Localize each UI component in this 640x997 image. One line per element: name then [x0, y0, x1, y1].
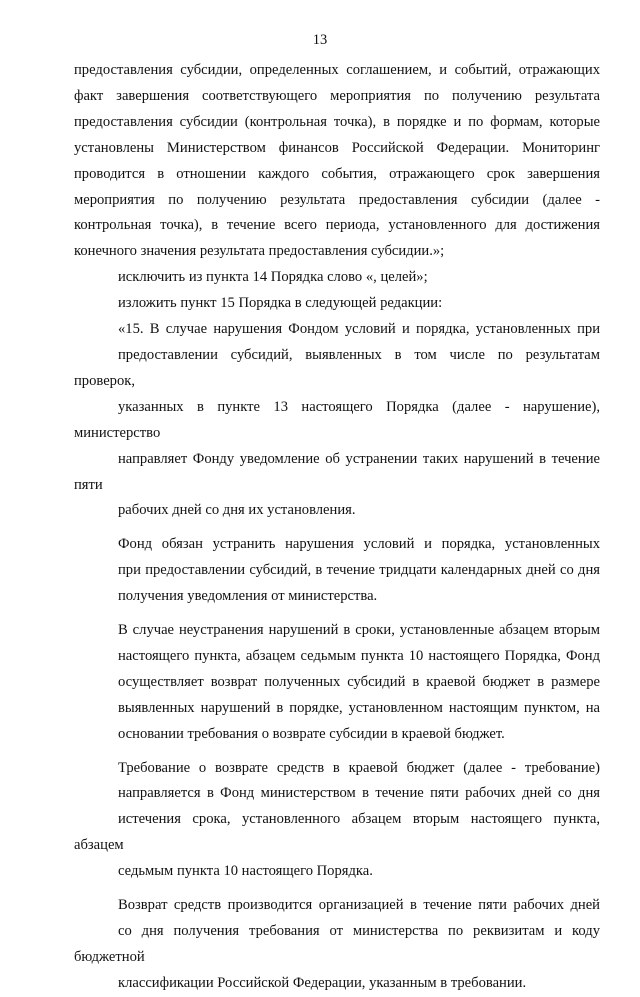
text-line: проводится в отношении каждого события, отражающего срок завершения: [74, 165, 600, 182]
text-line: получения уведомления от министерства.: [118, 588, 378, 605]
text-line: установлены Министерством финансов Российской Федерации. Мониторинг: [74, 139, 600, 156]
text-line: В случае неустранения нарушений в сроки, установленные абзацем вторым: [118, 622, 600, 639]
text-line: Фонд обязан устранить нарушения условий и порядка, установленных: [118, 536, 600, 553]
text-line: предоставления субсидии, определенных соглашением, и событий, отражающих: [74, 62, 600, 78]
paragraph-monitoring: [74, 58, 600, 265]
text-line: Требование о возврате средств в краевой бюджет (далее - требование): [118, 759, 600, 776]
text-line: указанных в пункте 13 настоящего Порядка (далее - нарушение), министерство: [74, 398, 600, 441]
text-line: Возврат средств производится организацией в течение пяти рабочих дней: [118, 897, 600, 914]
paragraph-refund-demand: [74, 756, 600, 886]
text-line: предоставления субсидии (контрольная точка), в порядке и по формам, которые: [74, 113, 600, 130]
paragraph-item-15: [74, 317, 600, 524]
paragraph-non-elimination: [74, 618, 600, 748]
paragraph-refund-procedure: [74, 893, 600, 997]
text-line: со дня получения требования от министерства по реквизитам и коду бюджетной: [74, 923, 600, 965]
document-body: [74, 58, 600, 997]
text-line: изложить пункт 15 Порядка в следующей редакции:: [118, 295, 443, 312]
text-line: исключить из пункта 14 Порядка слово «, целей»;: [118, 269, 428, 286]
paragraph-exclude-word: [74, 265, 600, 291]
text-line: седьмым пункта 10 настоящего Порядка.: [118, 863, 373, 880]
text-line: основании требования о возврате субсидии в краевой бюджет.: [118, 725, 505, 742]
text-line: классификации Российской Федерации, указанным в требовании.: [118, 974, 527, 991]
text-line: истечения срока, установленного абзацем вторым настоящего пункта, абзацем: [74, 811, 600, 854]
text-line: мероприятия по получению результата предоставления субсидии (далее -: [74, 191, 600, 208]
text-line: при предоставлении субсидий, в течение тридцати календарных дней со дня: [118, 562, 600, 579]
page-number: 13: [312, 32, 328, 48]
paragraph-fund-obligation: [74, 532, 600, 610]
text-line: направляется в Фонд министерством в течение пяти рабочих дней со дня: [118, 785, 600, 802]
text-line: «15. В случае нарушения Фондом условий и порядка, установленных при: [118, 321, 600, 338]
text-line: факт завершения соответствующего мероприятия по получению результата: [74, 87, 600, 104]
text-line: направляет Фонду уведомление об устранении таких нарушений в течение пяти: [74, 450, 600, 493]
text-line: настоящего пункта, абзацем седьмым пункта 10 настоящего Порядка, Фонд: [118, 647, 600, 664]
text-line: предоставлении субсидий, выявленных в том числе по результатам проверок,: [74, 346, 600, 389]
text-line: осуществляет возврат полученных субсидий в краевой бюджет в размере: [118, 673, 600, 690]
paragraph-restate-item-15: [74, 291, 600, 317]
text-line: рабочих дней со дня их установления.: [118, 502, 356, 519]
text-line: конечного значения результата предоставления субсидии.»;: [74, 243, 445, 260]
text-line: выявленных нарушений в порядке, установленном настоящим пунктом, на: [118, 699, 600, 716]
text-line: контрольная точка), в течение всего периода, установленного для достижения: [74, 217, 600, 234]
